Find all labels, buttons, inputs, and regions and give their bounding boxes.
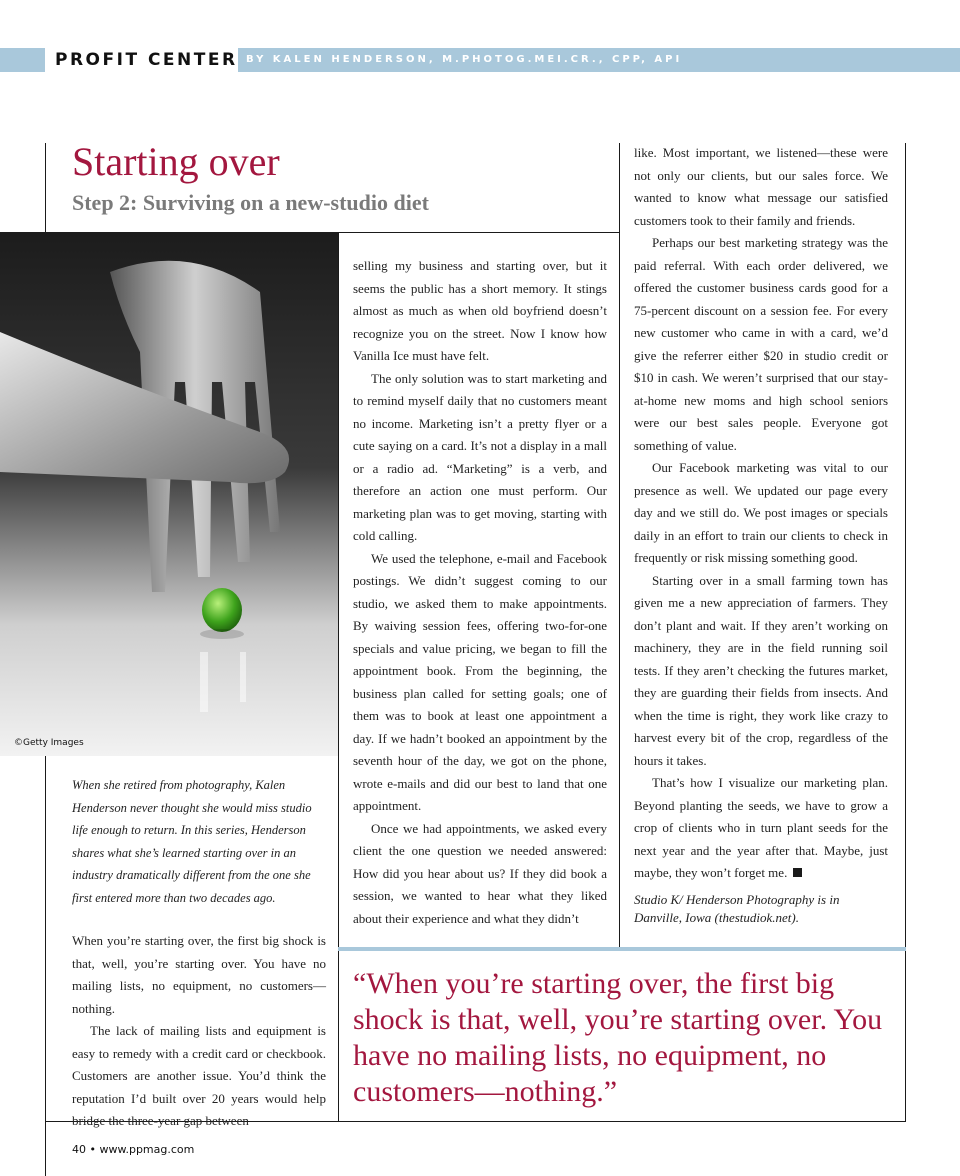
article-title: Starting over (72, 139, 280, 184)
paragraph: Starting over in a small farming town has given me a new appreciation of farmers. They don’t plant and wait. If they aren’t working on machinery, they are in the field running soil tests. If they aren’t checking the futures market, they are guarding their fields from insects. And when the time is right, they work like crazy to harvest every bit of the crop, regardless of the hours it takes. (634, 572, 888, 768)
paragraph-text: That’s how I visualize our marketing plan. Beyond planting the seeds, we have to grow a crop of clients who in turn plant seeds for the next year and the year after that. Maybe, just maybe, they won’t forget me. (634, 775, 888, 880)
end-mark (793, 868, 802, 877)
intro-text: When she retired from photography, Kalen Henderson never thought she would miss studio life enough to return. In this series, Henderson shares what she’s learned starting over in an industry dramatically different from the one she first entered more than two decades ago. (72, 778, 312, 905)
pullquote-band (338, 947, 906, 951)
column-3 (634, 142, 888, 927)
paragraph: Perhaps our best marketing strategy was the paid referral. With each order delivered, we offered the customer business cards good for a 75-percent discount on a session fee. For every new customer who came in with a card, we’d give the referrer either $20 in studio credit or $10 in cash. We weren’t surprised that our stay-at-home new moms and high school seniors were our best sales people. Everyone got something of value. (634, 235, 888, 453)
pull-quote: “When you’re starting over, the first big shock is that, well, you’re starting over. You have no mailing lists, no equipment, no customers—nothing.” (353, 967, 883, 1108)
section-label: PROFIT CENTER (45, 48, 238, 72)
fork-pea-photo (0, 232, 338, 756)
rule-right (905, 143, 906, 1121)
paragraph: selling my business and starting over, but it seems the public has a short memory. It stings almost as much as when old boyfriend doesn’t recognize you on the street. Now I know how Vanilla Ice must have felt. (353, 258, 607, 363)
article-subtitle: Step 2: Surviving on a new-studio diet (72, 190, 429, 215)
photo-credit: ©Getty Images (14, 738, 84, 748)
rule-left-top (45, 143, 46, 232)
rule-photo-top (338, 232, 619, 233)
rule-col-2 (338, 232, 339, 1121)
column-2 (353, 255, 607, 930)
paragraph: When you’re starting over, the first big shock is that, well, you’re starting over. You have no mailing lists, no equipment, no customers—nothing. (72, 933, 326, 1016)
paragraph: The lack of mailing lists and equipment is easy to remedy with a credit card or checkbook. Customers are another issue. You’d think the reputation I’d built over 20 years would help bridge the three-year gap between (72, 1023, 326, 1128)
rule-col-3 (619, 143, 620, 947)
author-note: Studio K/ Henderson Photography is in Danville, Iowa (thestudiok.net). (634, 891, 840, 925)
paragraph: The only solution was to start marketing and to remind myself daily that no customers meant no income. Marketing isn’t a pretty flyer or a cute saying on a card. It’s not a display in a mall or a radio ad. “Marketing” is a verb, and therefore an action one must perform. Our marketing plan was to get moving, starting with cold calling. (353, 370, 607, 543)
paragraph: Our Facebook marketing was vital to our presence as well. We updated our page every day and we still do. We post images or specials daily in an effort to train our clients to check in frequently or risk missing something good. (634, 460, 888, 565)
column-1 (72, 930, 326, 1133)
paragraph: We used the telephone, e-mail and Facebook postings. We didn’t suggest coming to our studio, we asked them to make appointments. By waiving session fees, offering two-for-one specials and value pricing, we began to fill the appointment book. From the beginning, the business plan called for setting goals; one of them was to book at least one appointment a day. If we hadn’t booked an appointment by the seventh hour of the day, we got on the phone, wrote e-mails and did our best to land that one appointment. (353, 550, 607, 813)
rule-left-bottom (45, 756, 46, 1176)
byline: BY KALEN HENDERSON, M.PHOTOG.MEI.CR., CPP, API (246, 54, 683, 65)
page-folio: 40 • www.ppmag.com (72, 1143, 195, 1156)
paragraph: Once we had appointments, we asked every client the one question we needed answered: How did you hear about us? If they did book a session, we wanted to hear what they liked about their experience and what they didn’t (353, 820, 607, 926)
paragraph: like. Most important, we listened—these were not only our clients, but our sales force. We wanted to know what message our satisfied customers took to their family and friends. (634, 145, 888, 228)
paragraph-last (634, 772, 888, 885)
